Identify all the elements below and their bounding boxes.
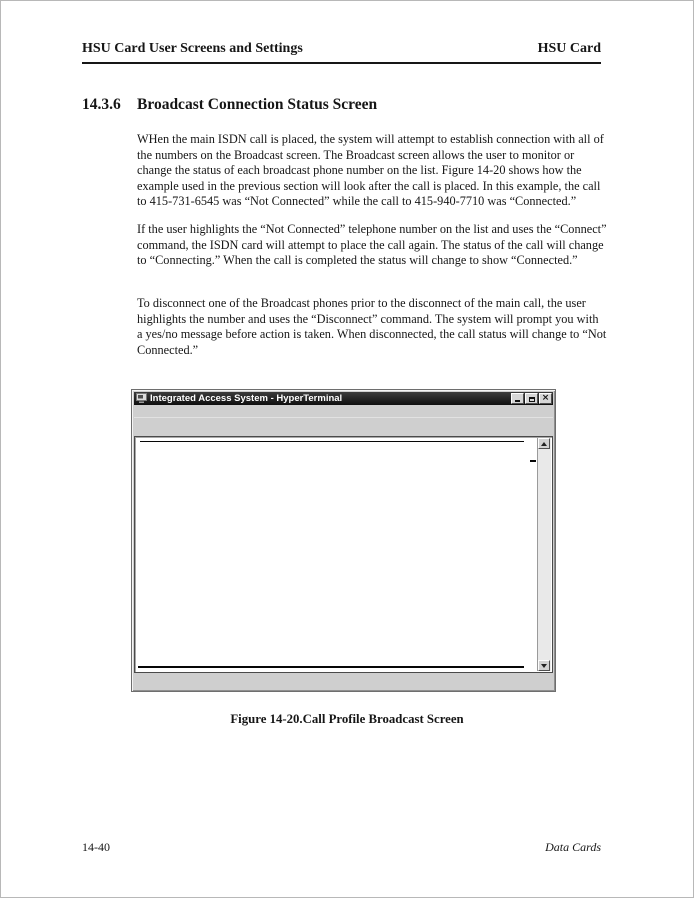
section-heading: [82, 96, 377, 114]
scroll-down-button[interactable]: [538, 660, 550, 671]
title-bar[interactable]: [134, 392, 553, 405]
section-number: 14.3.6: [82, 96, 121, 113]
figure-caption: Figure 14-20.Call Profile Broadcast Screen: [230, 712, 464, 726]
page-header: [82, 41, 601, 64]
close-icon: ×: [541, 393, 550, 403]
alarm-panel: [530, 460, 536, 462]
header-left-title: HSU Card User Screens and Settings: [82, 41, 303, 56]
maximize-icon: [529, 397, 535, 402]
minimize-button[interactable]: [511, 393, 524, 404]
paragraph-2: If the user highlights the “Not Connected” telephone number on the list and uses the “Connect” command, the ISDN card will attempt to place the call again. The status of the call will change to “Connecting.” When the call is completed the status will change to show “Connected.”: [137, 222, 607, 267]
toolbar: [134, 418, 553, 436]
arrow-down-icon: [541, 664, 547, 668]
page-footer: [82, 840, 601, 855]
hyperterminal-window: [131, 389, 556, 692]
maximize-button[interactable]: [525, 393, 538, 404]
minimize-icon: [515, 400, 520, 402]
section-title: Broadcast Connection Status Screen: [137, 96, 378, 113]
footer-document-name: Data Cards: [545, 840, 601, 854]
close-button[interactable]: [539, 393, 552, 404]
vertical-scrollbar[interactable]: [537, 438, 551, 671]
status-bar: [134, 674, 553, 689]
arrow-up-icon: [541, 442, 547, 446]
paragraph-1: WHen the main ISDN call is placed, the system will attempt to establish connection with all of the numbers on the Broadcast screen. The Broadcast screen allows the user to monitor or change the status of each broadcast phone number on the list. Figure 14-20 shows how the example used in the previous section will look after the call is placed. In this example, the call to 415-731-6545 was “Not Connected” while the call to 415-940-7710 was “Connected.”: [137, 132, 604, 208]
footer-page-number: 14-40: [82, 840, 110, 854]
terminal-screen: [137, 438, 537, 671]
menu-bar: [134, 405, 553, 418]
terminal-status-line: [140, 441, 524, 442]
window-title: Integrated Access System - HyperTerminal: [150, 393, 343, 404]
header-right-title: HSU Card: [537, 41, 601, 56]
command-bar: [138, 666, 524, 668]
scroll-up-button[interactable]: [538, 438, 550, 449]
paragraph-3: To disconnect one of the Broadcast phones prior to the disconnect of the main call, the user highlights the number and uses the “Disconnect” command. The system will prompt you with a yes/no message before action is taken. When disconnected, the call status will change to “Not Connected.”: [137, 296, 607, 357]
terminal-viewport[interactable]: [134, 436, 553, 673]
